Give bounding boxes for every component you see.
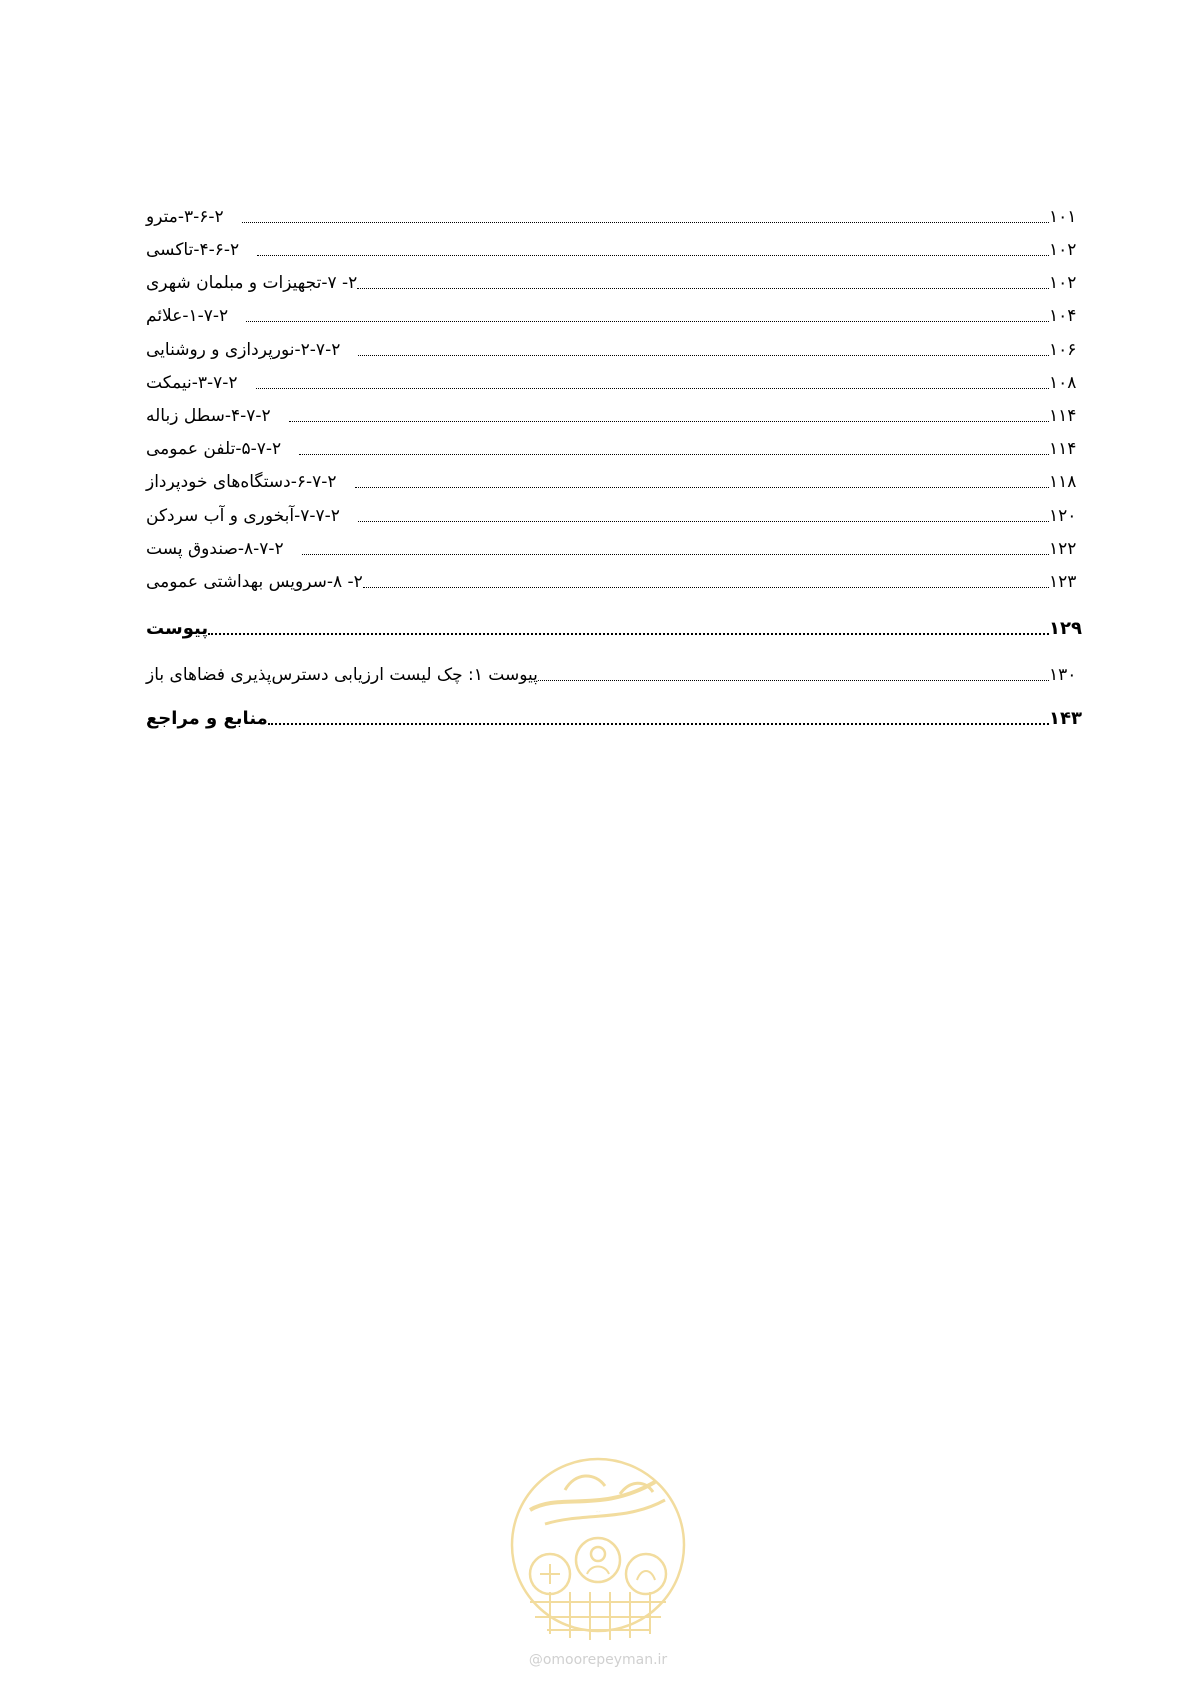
toc-entry-page: ۱۰۸ [1049,373,1077,393]
toc-dot-leader [357,288,1049,289]
toc-entry-trash-bin[interactable] [144,397,1085,427]
toc-entry-title: ۵-۷-۲-تلفن عمومی [146,439,282,459]
toc-dot-leader [363,587,1049,588]
toc-entry-lighting[interactable] [144,331,1085,361]
toc-entry-page: ۱۳۰ [1049,665,1077,685]
toc-entry-title: ۴-۶-۲-تاکسی [146,240,240,260]
toc-dot-leader [256,388,1049,389]
toc-entry-title: ۷-۷-۲-آبخوری و آب سردکن [146,506,340,526]
watermark-logo [505,1452,691,1652]
toc-entry-title: ۲- ۷-تجهیزات و مبلمان شهری [146,273,358,293]
toc-entry-page: ۱۰۱ [1049,207,1077,227]
toc-entry-page: ۱۲۹ [1049,618,1082,639]
toc-entry-page: ۱۱۸ [1049,472,1077,492]
toc-entry-page: ۱۲۲ [1049,539,1077,559]
toc-entry-page: ۱۲۰ [1049,506,1077,526]
toc-entry-bench[interactable] [144,364,1085,394]
toc-dot-leader [358,355,1049,356]
toc-entry-title: ۱-۷-۲-علائم [146,306,229,326]
toc-entry-title: ۳-۷-۲-نیمکت [146,373,238,393]
toc-dot-leader [246,321,1049,322]
toc-entry-taxi[interactable] [144,231,1085,261]
toc-entry-page: ۱۱۴ [1049,406,1077,426]
toc-entry-signs[interactable] [144,297,1085,327]
toc-dot-leader [358,521,1049,522]
toc-entry-title: منابع و مراجع [146,708,268,729]
toc-entry-title: پیوست ۱: چک لیست ارزیابی دسترس‌پذیری فضاهای باز [146,665,538,685]
toc-entry-page: ۱۰۲ [1049,273,1077,293]
toc-entry-page: ۱۰۲ [1049,240,1077,260]
toc-dot-leader [299,454,1049,455]
toc-dot-leader [538,680,1049,681]
toc-entry-page: ۱۱۴ [1049,439,1077,459]
toc-entry-atm[interactable] [144,463,1085,493]
watermark-logo-text: امور پیمان [595,1512,601,1513]
toc-entry-title: ۲- ۸-سرویس بهداشتی عمومی [146,572,363,592]
toc-entry-title: ۸-۷-۲-صندوق پست [146,539,284,559]
toc-dot-leader [268,723,1049,725]
toc-entry-urban-furniture[interactable] [144,264,1085,294]
toc-entry-page: ۱۴۳ [1049,708,1082,729]
toc-entry-appendix[interactable] [144,610,1085,640]
toc-entry-page: ۱۲۳ [1049,572,1077,592]
toc-entry-title: ۲-۷-۲-نورپردازی و روشنایی [146,340,341,360]
toc-entry-references[interactable] [144,700,1085,730]
watermark-url: @omoorepeyman.ir [528,1652,668,1668]
toc-dot-leader [208,633,1049,635]
toc-dot-leader [257,255,1049,256]
toc-entry-mailbox[interactable] [144,530,1085,560]
toc-entry-title: ۶-۷-۲-دستگاه‌های خودپرداز [146,472,337,492]
toc-entry-title: پیوست [146,618,209,639]
toc-entry-appendix-1[interactable] [144,656,1085,686]
toc-dot-leader [355,487,1049,488]
toc-entry-page: ۱۰۶ [1049,340,1077,360]
toc-dot-leader [242,222,1049,223]
toc-dot-leader [302,554,1049,555]
toc-entry-title: ۴-۷-۲-سطل زباله [146,406,271,426]
toc-entry-public-phone[interactable] [144,430,1085,460]
toc-entry-title: ۳-۶-۲-مترو [146,207,224,227]
toc-entry-metro[interactable] [144,198,1085,228]
toc-entry-page: ۱۰۴ [1049,306,1077,326]
toc-entry-water-fountain[interactable] [144,497,1085,527]
toc-entry-public-toilet[interactable] [144,563,1085,593]
toc-dot-leader [289,421,1049,422]
